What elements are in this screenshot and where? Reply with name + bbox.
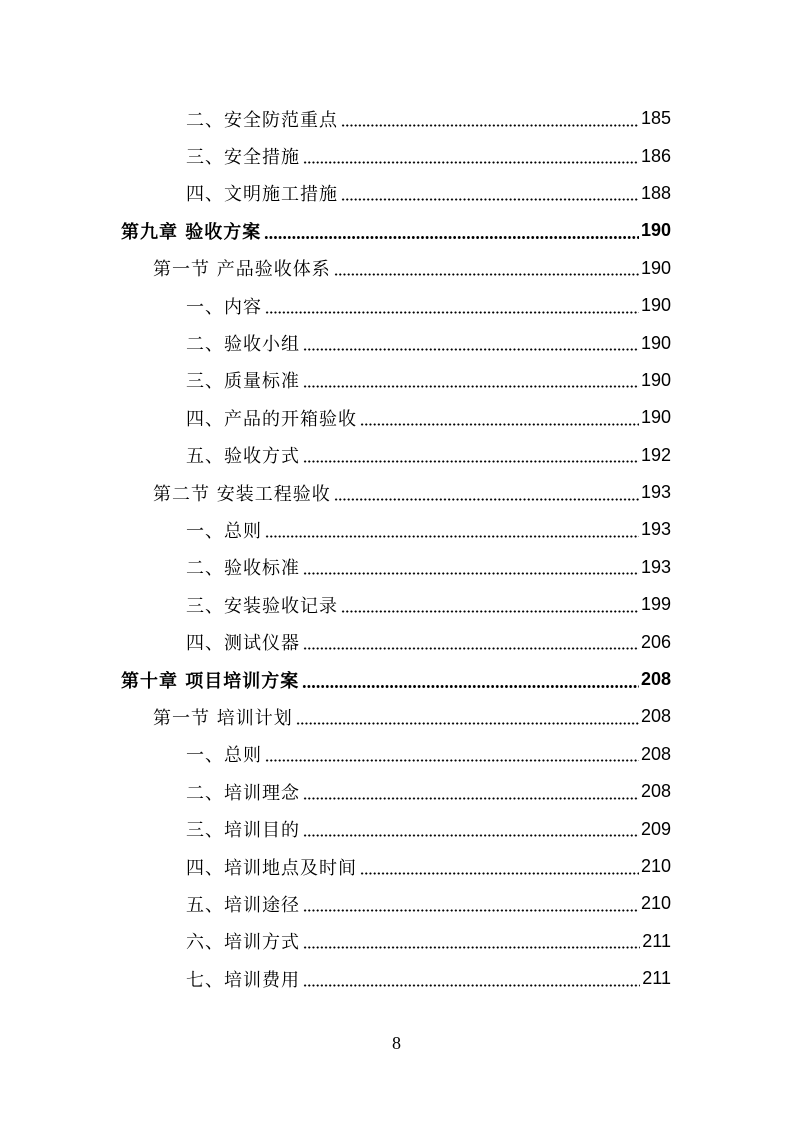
toc-entry[interactable] [0,586,793,623]
toc-section-title: 第二节 安装工程验收 [153,483,331,505]
dot-leader [303,558,639,576]
toc-chapter-page: 208 [640,669,671,690]
toc-entry-title: 三、质量标准 [186,371,300,393]
toc-entry-page: 193 [640,519,671,540]
toc-entry-page: 193 [640,556,671,577]
toc-entry-title: 二、安全防范重点 [186,109,338,131]
toc-entry-page: 209 [640,818,671,839]
toc-section-page: 208 [640,706,671,727]
toc-entry-page: 199 [640,594,671,615]
toc-entry[interactable] [0,287,793,324]
dot-leader [334,484,639,502]
toc-entry-page: 211 [642,968,671,989]
toc-chapter-title: 第九章 验收方案 [121,221,262,243]
toc-entry-title: 四、培训地点及时间 [186,857,357,879]
dot-leader [302,671,639,689]
toc-entry-page: 206 [640,631,671,652]
toc-entry-title: 五、培训途径 [186,894,300,916]
dot-leader [265,297,639,315]
toc-entry[interactable] [0,137,793,174]
toc-entry-page: 208 [640,781,671,802]
toc-entry-title: 一、总则 [186,745,262,767]
dot-leader [360,409,639,427]
toc-entry[interactable] [0,885,793,922]
toc-entry-title: 七、培训费用 [186,969,300,991]
toc-entry-page: 210 [640,893,671,914]
toc-entry-page: 185 [640,108,671,129]
dot-leader [303,371,639,389]
dot-leader [341,596,639,614]
toc-entry[interactable] [0,773,793,810]
dot-leader [303,446,639,464]
toc-entry-title: 四、测试仪器 [186,633,300,655]
dot-leader [303,633,639,651]
toc-entry-page: 190 [640,369,671,390]
toc-entry[interactable] [0,810,793,847]
toc-entry[interactable] [0,848,793,885]
toc-entry-title: 二、培训理念 [186,782,300,804]
toc-entry[interactable] [0,437,793,474]
dot-leader [265,521,639,539]
dot-leader [341,110,639,128]
toc-entry-title: 一、内容 [186,296,262,318]
toc-entry[interactable] [0,549,793,586]
toc-section-entry[interactable] [0,698,793,735]
toc-entry[interactable] [0,511,793,548]
toc-entry[interactable] [0,623,793,660]
toc-entry[interactable] [0,399,793,436]
toc-chapter-entry[interactable] [0,212,793,249]
dot-leader [303,895,639,913]
toc-entry-title: 五、验收方式 [186,446,300,468]
dot-leader [334,259,639,277]
dot-leader [303,932,640,950]
toc-chapter-title: 第十章 项目培训方案 [121,670,300,692]
toc-entry[interactable] [0,736,793,773]
dot-leader [265,745,639,763]
toc-entry-title: 三、安装验收记录 [186,595,338,617]
toc-entry-page: 186 [640,145,671,166]
toc-section-page: 190 [640,257,671,278]
toc-entry-title: 四、产品的开箱验收 [186,408,357,430]
toc-entry-title: 二、验收标准 [186,558,300,580]
toc-entry[interactable] [0,362,793,399]
toc-entry-title: 一、总则 [186,520,262,542]
toc-entry[interactable] [0,324,793,361]
toc-entry-page: 188 [640,182,671,203]
dot-leader [303,783,639,801]
toc-chapter-page: 190 [640,220,671,241]
toc-entry-title: 六、培训方式 [186,932,300,954]
toc-section-title: 第一节 培训计划 [153,707,293,729]
toc-section-entry[interactable] [0,250,793,287]
toc-section-page: 193 [640,482,671,503]
toc-entry-page: 211 [642,930,671,951]
toc-entry-page: 208 [640,743,671,764]
toc-entry[interactable] [0,175,793,212]
toc-entry-page: 190 [640,295,671,316]
toc-entry-title: 四、文明施工措施 [186,184,338,206]
dot-leader [264,222,639,240]
toc-entry-page: 210 [640,856,671,876]
dot-leader [360,858,639,876]
toc-entry-title: 三、安全措施 [186,147,300,169]
toc-entry-page: 190 [640,332,671,353]
toc-entry-page: 190 [640,407,671,428]
page-number: 8 [392,1033,401,1053]
dot-leader [341,184,639,202]
toc-section-title: 第一节 产品验收体系 [153,259,331,281]
dot-leader [303,820,639,838]
toc-entry[interactable] [0,960,793,997]
table-of-contents [0,100,793,997]
toc-entry-title: 三、培训目的 [186,820,300,842]
toc-entry[interactable] [0,100,793,137]
toc-section-entry[interactable] [0,474,793,511]
toc-chapter-entry[interactable] [0,661,793,698]
dot-leader [303,970,640,988]
toc-entry-title: 二、验收小组 [186,334,300,356]
dot-leader [296,708,639,726]
dot-leader [303,334,639,352]
dot-leader [303,147,639,165]
toc-entry[interactable] [0,923,793,960]
toc-entry-page: 192 [640,444,671,465]
